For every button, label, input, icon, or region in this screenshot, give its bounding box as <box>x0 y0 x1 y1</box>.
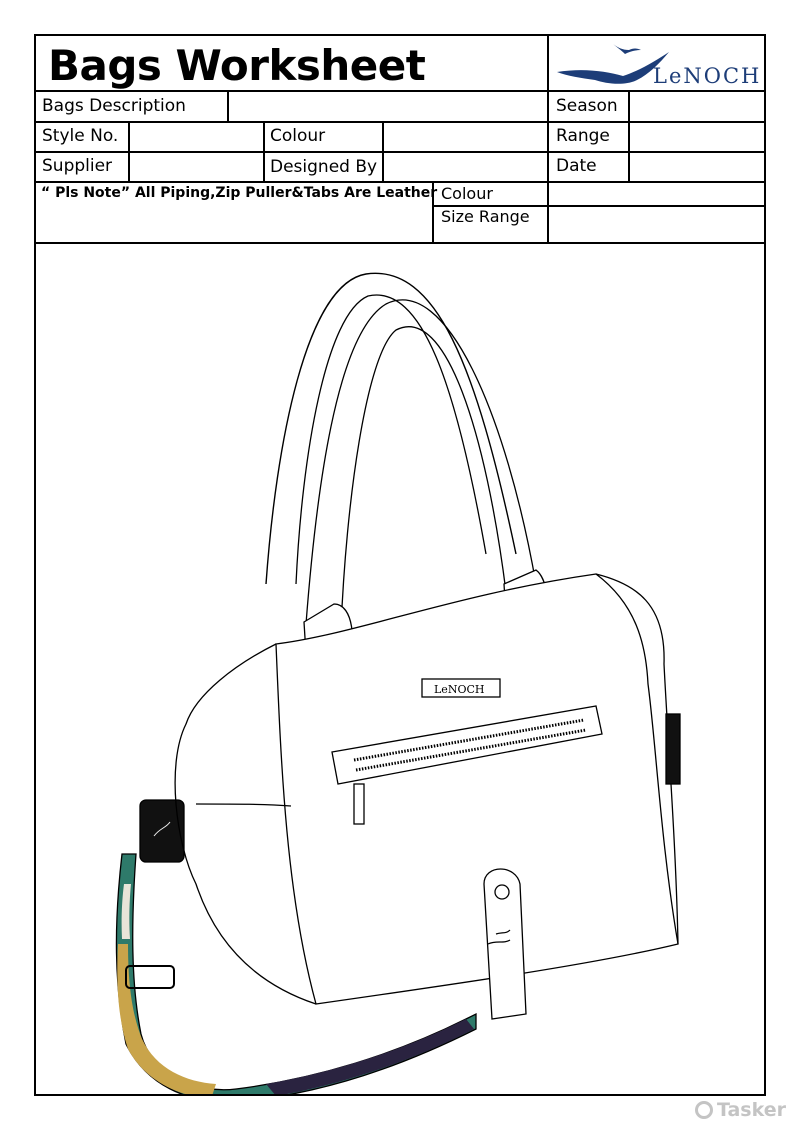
col-line <box>382 121 384 181</box>
style-no-label: Style No. <box>42 126 119 146</box>
season-label: Season <box>556 96 618 116</box>
bags-description-field[interactable] <box>230 93 544 119</box>
notes-field[interactable] <box>38 205 430 240</box>
size-range-label: Size Range <box>441 207 530 226</box>
colour-label: Colour <box>270 126 326 146</box>
row-line <box>36 151 764 153</box>
watermark-text: Tasker <box>716 1099 786 1121</box>
range-label: Range <box>556 126 610 146</box>
title-divider <box>547 36 549 242</box>
brand-logo <box>553 40 763 90</box>
date-field[interactable] <box>631 154 764 180</box>
style-no-field[interactable] <box>131 124 261 150</box>
season-field[interactable] <box>631 93 764 119</box>
worksheet-frame <box>34 34 766 1096</box>
watermark <box>695 1099 786 1121</box>
supplier-label: Supplier <box>42 156 113 176</box>
col-line <box>628 90 630 181</box>
colour-field[interactable] <box>385 124 545 150</box>
handbag-drawing <box>36 244 764 1094</box>
designed-by-label: Designed By <box>270 157 378 177</box>
designed-by-field[interactable] <box>385 154 545 180</box>
bag-illustration <box>36 244 764 1094</box>
svg-text:LeNOCH: LeNOCH <box>434 683 485 696</box>
leather-note: “ Pls Note” All Piping,Zip Puller&Tabs Are Leather <box>41 185 438 201</box>
date-label: Date <box>556 156 597 176</box>
size-range-field[interactable] <box>550 208 764 240</box>
row-line <box>36 181 764 183</box>
page-title: Bags Worksheet <box>48 41 426 90</box>
range-field[interactable] <box>631 124 764 150</box>
colour-field-2[interactable] <box>550 184 764 204</box>
col-line <box>128 121 130 181</box>
row-line <box>36 121 764 123</box>
supplier-field[interactable] <box>131 154 261 180</box>
brand-name: LeNOCH <box>653 64 762 88</box>
row-line <box>36 90 764 92</box>
tasker-logo-icon <box>695 1101 713 1119</box>
colour-label-2: Colour <box>441 184 493 203</box>
col-line <box>263 121 265 181</box>
col-line <box>227 90 229 121</box>
bags-description-label: Bags Description <box>42 96 186 116</box>
